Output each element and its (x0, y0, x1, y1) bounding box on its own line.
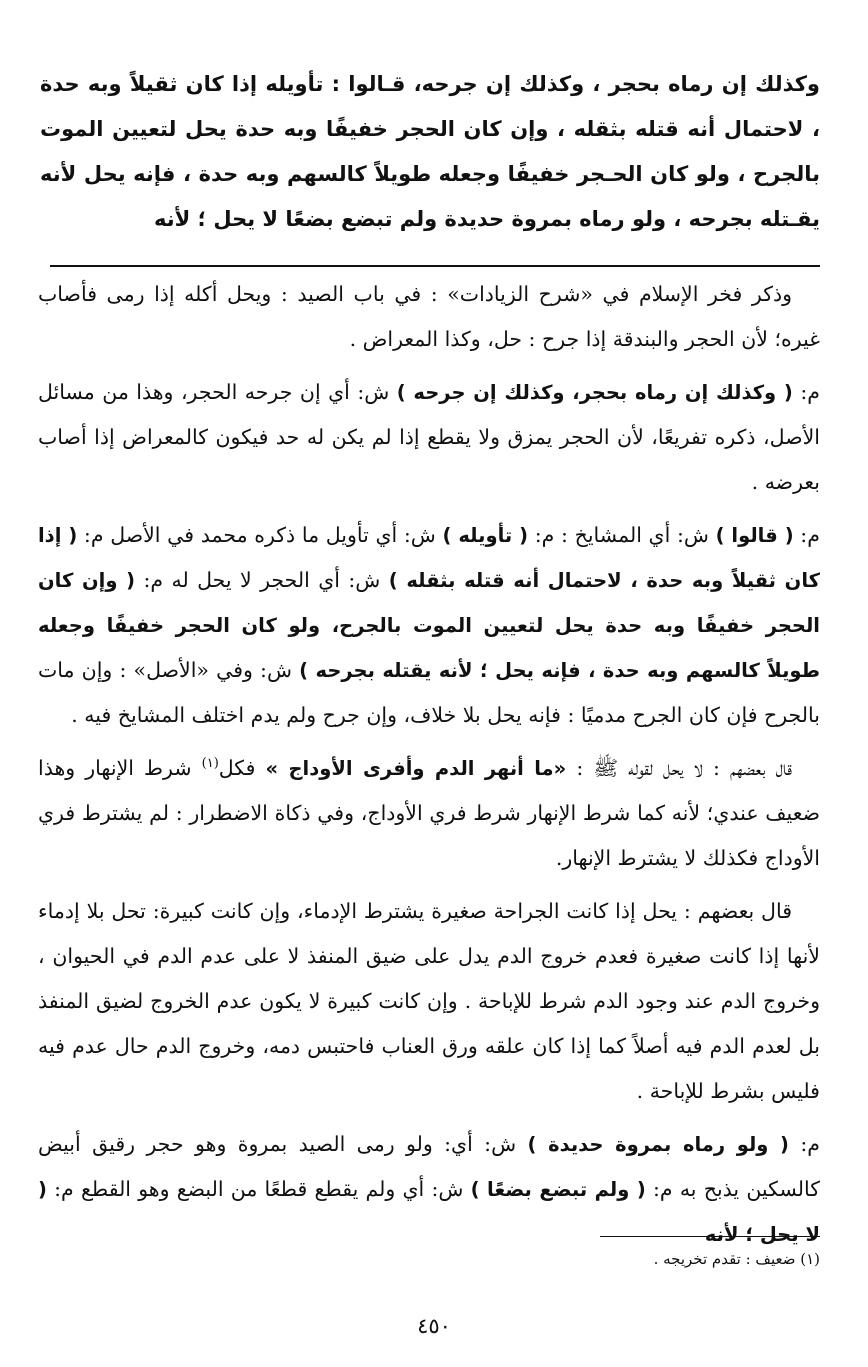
matn-quote: ( قالوا ) (715, 524, 794, 547)
matn-quote: ( ولم تبضع بضعًا ) (470, 1178, 646, 1201)
sharh-text: ش: أي ولم يقطع قطعًا من البضع وهو القطع (80, 1177, 464, 1201)
matn-marker: م: (800, 380, 820, 404)
matn-marker: م: (143, 568, 164, 592)
matn-marker: م: (800, 1132, 820, 1156)
sharh-text: فكل (218, 756, 256, 780)
sharh-paragraph-2 (38, 370, 820, 505)
sharh-paragraph-3 (38, 513, 820, 738)
sharh-text: شرط الإنهار وهذا ضعيف عندي؛ لأنه كما شرط الإنهار شرط فري الأوداج، وفي ذكاة الاضطرار : لم يشترط فري الأوداج فكذلك لا يشترط الإنهار. (38, 756, 820, 870)
matn-marker: م: (54, 1177, 74, 1201)
matn-separator-rule (50, 265, 820, 267)
matn-marker: م: (83, 523, 104, 547)
page-number: ٤٥٠ (417, 1314, 451, 1338)
matn-marker: م: (800, 523, 820, 547)
footnote-separator-rule (600, 1236, 820, 1237)
sharh-text: ش: وفي «الأصل» : وإن مات بالجرح فإن كان الجرح مدميًا : فإنه يحل بلا خلاف، وإن جرح ولم يدم اختلف المشايخ فيه . (38, 658, 820, 727)
sharh-paragraph-1: وذكر فخر الإسلام في «شرح الزيادات» : في باب الصيد : ويحل أكله إذا رمى فأصاب غيره؛ لأن الحجر والبندقة إذا جرح : حل، وكذا المعراض . (38, 282, 820, 351)
matn-marker: م: (652, 1177, 673, 1201)
matn-quote: ( تأويله ) (442, 524, 529, 547)
footnote-reference: (١) (201, 756, 219, 772)
sharh-text: قال بعضهم : لا يحل لقوله ﷺ : (576, 756, 792, 780)
sharh-text: ش: أي: ولو رمى الصيد بمروة وهو حجر رقيق أبيض كالسكين يذبح به (38, 1132, 820, 1201)
sharh-paragraph-5: قال بعضهم : يحل إذا كانت الجراحة صغيرة يشترط الإدماء، وإن كانت كبيرة: تحل بلا إدماء لأنها إذا كانت صغيرة فعدم خروج الدم يدل على ضيق المنفذ لا على عدم الدم في الحيوان ، وخروج الدم عند وجود الدم شرط للإباحة . وإن كانت كبيرة لا يكون عدم الخروج لضيق المنفذ بل لعدم الدم فيه أصلاً كما إذا كان علقه ورق العناب فاحتبس دمه، وخروج الدم حال عدم فيه فليس بشرط للإباحة . (38, 899, 820, 1103)
matn-quote: ( وإن كان الحجر خفيفًا وبه حدة يحل لتعيين الموت بالجرح، ولو كان الحجر خفيفًا وجعله طويلاً كالسهم وبه حدة ، فإنه يحل ؛ لأنه يقتله بجرحه ) (38, 569, 820, 682)
footnote: (١) ضعيف : تقدم تخريجه . (653, 1250, 820, 1268)
sharh-commentary (38, 272, 820, 1265)
sharh-paragraph-4 (38, 746, 820, 881)
sharh-text: ش: أي تأويل ما ذكره محمد في الأصل (110, 523, 436, 547)
matn-quote: ( إذا كان ثقيلاً وبه حدة ، لاحتمال أنه قتله بثقله ) (38, 524, 820, 592)
sharh-marker: ش: (357, 380, 390, 404)
matn-quote: ( لا يحل ؛ لأنه (38, 1178, 820, 1246)
hadith-quote: «ما أنهر الدم وأفرى الأوداج » (265, 757, 567, 780)
matn-marker: م: (534, 523, 555, 547)
matn-quote: ( وكذلك إن رماه بحجر، وكذلك إن جرحه ) (396, 381, 793, 404)
sharh-text: ش: أي الحجر لا يحل له (171, 568, 381, 592)
sharh-text: ش: أي المشايخ : (561, 523, 709, 547)
matn-quote: ( ولو رماه بمروة حديدة ) (527, 1133, 789, 1156)
sharh-text: أي إن جرحه الحجر، وهذا من مسائل الأصل، ذكره تفريعًا، لأن الحجر يمزق ولا يقطع إذا لم يكن له حد فيكون كالمعراض إذا أصاب بعرضه . (38, 380, 820, 494)
matn-text: وكذلك إن رماه بحجر ، وكذلك إن جرحه، قـالوا : تأويله إذا كان ثقيلاً وبه حدة ، لاحتمال أنه قتله بثقله ، وإن كان الحجر خفيفًا وبه حدة يحل لتعيين الموت بالجرح ، ولو كان الحـجر خفيفًا وجعله طويلاً كالسهم وبه حدة ، فإنه يحل لأنه يقـتله بجرحه ، ولو رماه بمروة حديدة ولم تبضع بضعًا لا يحل ؛ لأنه (40, 72, 820, 231)
